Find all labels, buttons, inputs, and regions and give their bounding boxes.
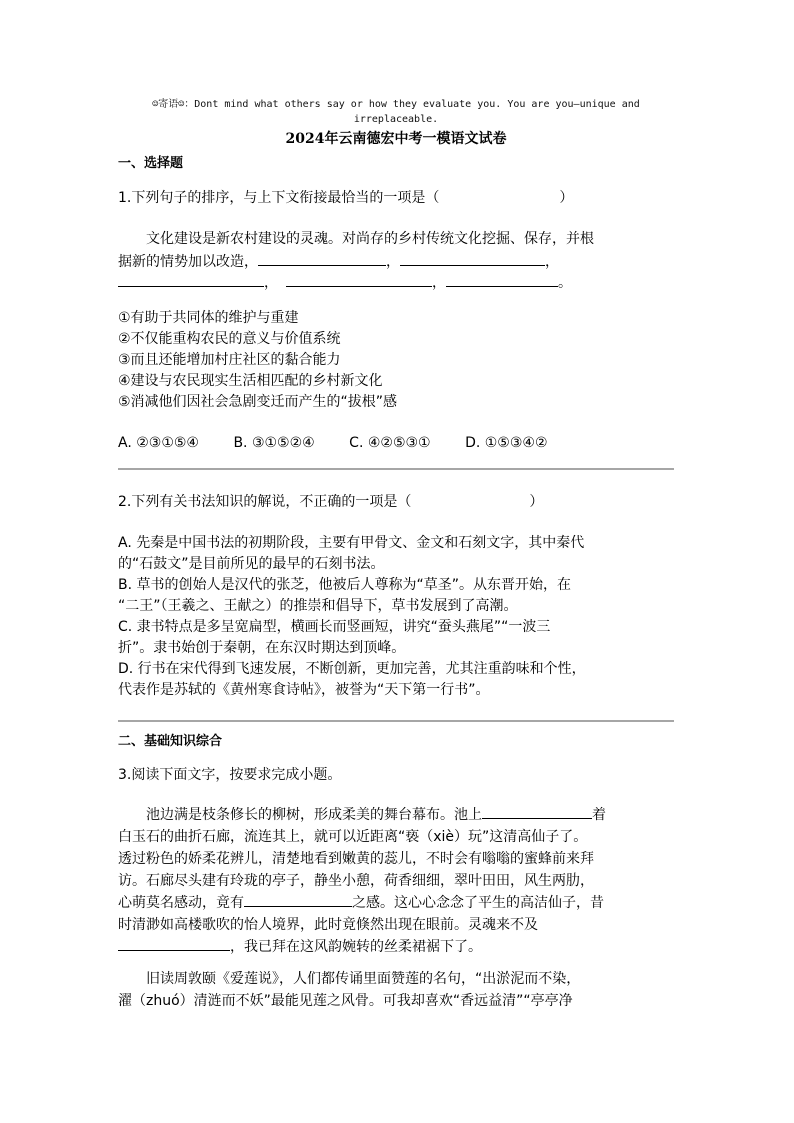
option-c[interactable]: C. 隶书特点是多呈宽扁型，横画长而竖画短，讲究“蚕头燕尾”“一波三 折”。隶书始创于秦朝，在东汉时期达到顶峰。: [118, 619, 551, 656]
question-3-passage-2: 旧读周敦颐《爱莲说》，人们都传诵里面赞莲的名句，“出淤泥而不染， 濯（zhuó）清涟而不妖”最能见莲之风骨。可我却喜欢“香远益清”“亭亭净: [118, 971, 581, 1009]
page-title: 2024年云南德宏中考一模语文试卷: [285, 131, 507, 147]
option-c[interactable]: C. ④②⑤③①: [349, 435, 431, 451]
question-1-stem: 1.下列句子的排序，与上下文衔接最恰当的一项是（ ）: [118, 190, 574, 206]
option-b[interactable]: B. ③①⑤②④: [233, 435, 315, 451]
option-b[interactable]: B. 草书的创始人是汉代的张芝，他被后人尊称为“草圣”。从东晋开始，在 “二王”（王羲之、王献之）的推崇和倡导下，草书发展到了高潮。: [118, 577, 572, 614]
answer-blank[interactable]: [258, 251, 386, 266]
question-3-passage-1: 池边满是枝条修长的柳树，形成柔美的舞台幕布。池上 着 白玉石的曲折石廊，流连其上，就可以近距离“亵（xiè）玩”这清高仙子了。 透过粉色的娇柔花辨儿，清楚地看到嫩黄的蕊儿，不时会有嗡嗡的蜜蜂前来拜 访。石廊尽头建有玲珑的亭子，静坐小憩，荷香细细，翠叶田田，风生两肋， 心萌莫名感动，竟有 之感。这心心念念了平生的高洁仙子，昔 时清渺如高楼歌吹的怡人境界，此时竟倏然出现在眼前。灵魂来不及 ，我已拜在这风韵婉转的丝柔裙裾下了。: [118, 804, 678, 958]
divider: [118, 720, 674, 722]
answer-blank[interactable]: [446, 272, 558, 287]
question-3-stem: 3.阅读下面文字，按要求完成小题。: [118, 767, 342, 783]
sentence-item: ③而且还能增加村庄社区的黏合能力: [118, 352, 341, 368]
question-1-sentences: [118, 308, 678, 413]
sentence-item: ⑤消减他们因社会急剧变迁而产生的“拔根”感: [118, 394, 398, 410]
section-title-basics: 二、基础知识综合: [118, 734, 223, 749]
question-1-passage-blanks: ， ， 。: [118, 272, 678, 294]
question-1-options: [118, 433, 548, 453]
divider: [118, 468, 674, 470]
sentence-item: ④建设与农民现实生活相匹配的乡村新文化: [118, 373, 383, 389]
question-1-passage-cont: 据新的情势加以改造， ， ，: [118, 251, 678, 273]
question-1-passage: 文化建设是新农村建设的灵魂。对尚存的乡村传统文化挖掘、保存，并根: [146, 231, 594, 247]
answer-blank[interactable]: [118, 272, 264, 287]
sentence-item: ①有助于共同体的维护与重建: [118, 310, 299, 326]
sentence-item: ②不仅能重构农民的意义与价值系统: [118, 331, 341, 347]
section-title-choice: 一、选择题: [118, 156, 184, 171]
answer-blank[interactable]: [482, 804, 592, 819]
question-2-options: [118, 533, 678, 701]
answer-blank[interactable]: [286, 272, 432, 287]
answer-blank[interactable]: [244, 892, 352, 907]
option-a[interactable]: A. 先秦是中国书法的初期阶段，主要有甲骨文、金文和石刻文字，其中秦代 的“石鼓文”是目前所见的最早的石刻书法。: [118, 535, 585, 572]
option-d[interactable]: D. 行书在宋代得到飞速发展，不断创新，更加完善，尤其注重韵味和个性， 代表作是苏轼的《黄州寒食诗帖》，被誉为“天下第一行书”。: [118, 661, 586, 698]
answer-blank[interactable]: [400, 251, 545, 266]
option-a[interactable]: A. ②③①⑤④: [118, 435, 199, 451]
motto: ☺寄语☺：Dont mind what others say or how they evaluate you. You are you—unique and irreplaceable.: [152, 99, 640, 125]
question-2-stem: 2.下列有关书法知识的解说，不正确的一项是（ ）: [118, 494, 544, 510]
answer-blank[interactable]: [118, 936, 230, 951]
option-d[interactable]: D. ①⑤③④②: [465, 435, 548, 451]
